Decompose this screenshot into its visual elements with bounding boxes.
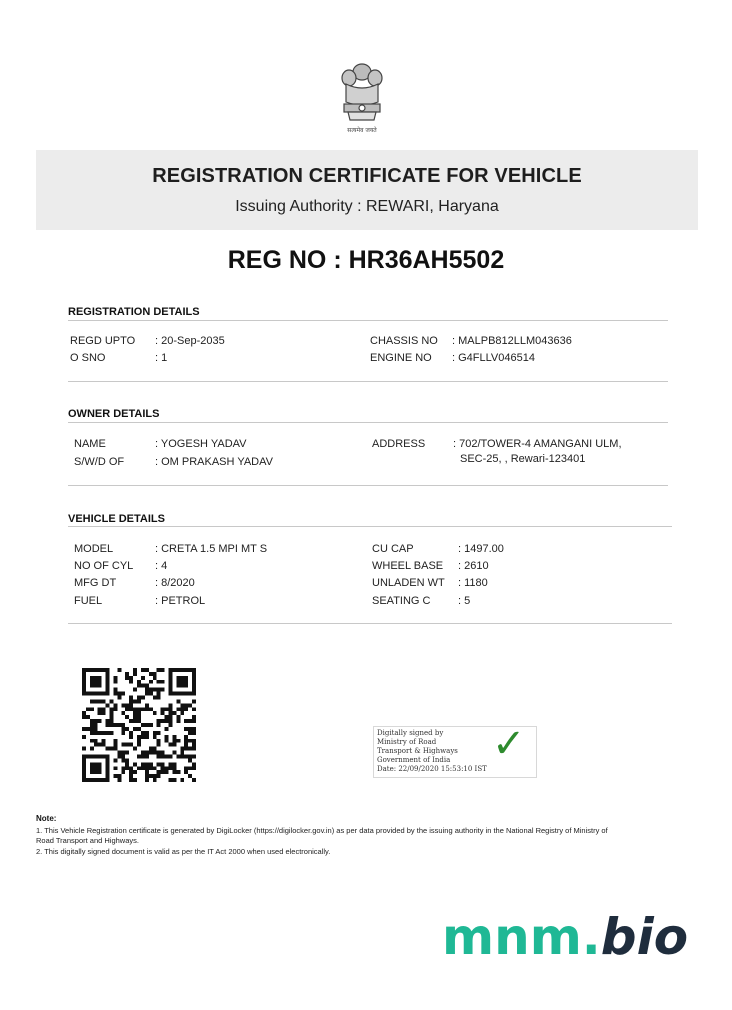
registration-details-title: REGISTRATION DETAILS <box>68 306 200 318</box>
divider <box>68 422 668 423</box>
owner-details-title: OWNER DETAILS <box>68 408 160 420</box>
fuel-label: FUEL <box>74 595 103 607</box>
issuing-authority: Issuing Authority : REWARI, Haryana <box>235 198 499 215</box>
divider <box>68 485 668 486</box>
chassis-value: : MALPB812LLM043636 <box>452 335 572 347</box>
certificate-title: REGISTRATION CERTIFICATE FOR VEHICLE <box>152 165 582 187</box>
note-line-3: 2. This digitally signed document is valid as per the IT Act 2000 when used electronically. <box>36 847 331 856</box>
signature-date: Date: 22/09/2020 15:53:10 IST <box>377 765 487 773</box>
model-label: MODEL <box>74 543 114 555</box>
digital-signature-box <box>373 721 537 778</box>
unladen-wt-label: UNLADEN WT <box>372 577 445 589</box>
address-line-2: SEC-25, , Rewari-123401 <box>460 453 586 465</box>
cylinders-label: NO OF CYL <box>74 560 134 572</box>
osno-value: : 1 <box>155 352 168 364</box>
regd-upto-value: : 20-Sep-2035 <box>155 335 225 347</box>
signature-line-3: Transport & Highways <box>377 747 458 755</box>
registration-number: REG NO : HR36AH5502 <box>227 246 505 274</box>
wheel-base-value: : 2610 <box>458 560 489 572</box>
signature-line-4: Government of India <box>377 756 451 764</box>
note-line-1: 1. This Vehicle Registration certificate is generated by DigiLocker (https://digilocker.gov.in) as per data provided by the issuing authority in the National Registry of Ministry of <box>36 826 608 835</box>
note-title: Note: <box>36 814 57 823</box>
seating-value: : 5 <box>458 595 471 607</box>
divider <box>68 320 668 321</box>
logo-part-2: bio <box>600 908 689 966</box>
mfg-date-value: : 8/2020 <box>155 577 195 589</box>
model-value: : CRETA 1.5 MPI MT S <box>155 543 268 555</box>
divider <box>68 381 668 382</box>
divider <box>68 623 672 624</box>
mfg-date-label: MFG DT <box>74 577 117 589</box>
owner-name-label: NAME <box>74 438 106 450</box>
owner-name-value: : YOGESH YADAV <box>155 438 247 450</box>
checkmark-icon: ✓ <box>492 721 526 767</box>
logo-part-1: mnm. <box>442 908 601 966</box>
fuel-value: : PETROL <box>155 595 206 607</box>
header-band <box>36 150 698 230</box>
cu-cap-label: CU CAP <box>372 543 414 555</box>
qr-code <box>82 668 196 782</box>
chassis-label: CHASSIS NO <box>370 335 438 347</box>
address-line-1: : 702/TOWER-4 AMANGANI ULM, <box>453 438 622 450</box>
emblem-caption: सत्यमेव जयते <box>347 127 377 134</box>
watermark-logo <box>442 908 688 966</box>
vehicle-details-title: VEHICLE DETAILS <box>68 513 165 525</box>
engine-label: ENGINE NO <box>370 352 432 364</box>
cylinders-value: : 4 <box>155 560 168 572</box>
address-label: ADDRESS <box>372 438 426 450</box>
cu-cap-value: : 1497.00 <box>458 543 504 555</box>
regd-upto-label: REGD UPTO <box>70 335 136 347</box>
osno-label: O SNO <box>70 352 106 364</box>
unladen-wt-value: : 1180 <box>458 577 488 589</box>
swd-label: S/W/D OF <box>74 456 125 468</box>
seating-label: SEATING C <box>372 595 431 607</box>
divider <box>68 526 672 527</box>
signature-line-2: Ministry of Road <box>377 738 437 746</box>
wheel-base-label: WHEEL BASE <box>372 560 444 572</box>
note-line-2: Road Transport and Highways. <box>36 836 139 845</box>
swd-value: : OM PRAKASH YADAV <box>155 456 273 468</box>
engine-value: : G4FLLV046514 <box>452 352 535 364</box>
signature-line-1: Digitally signed by <box>377 729 444 737</box>
